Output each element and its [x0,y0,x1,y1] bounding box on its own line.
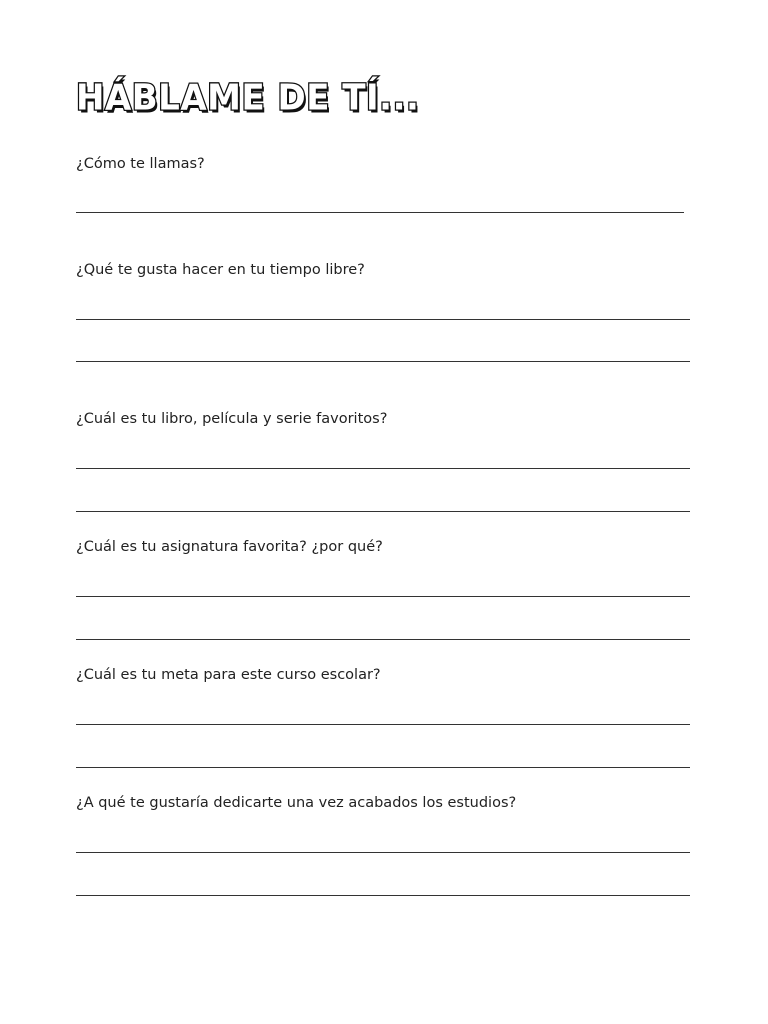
question-free-time: ¿Qué te gusta hacer en tu tiempo libre? [76,262,365,278]
answer-line-subject-1[interactable] [76,596,690,597]
answer-line-name-1[interactable] [76,212,684,213]
answer-line-career-1[interactable] [76,852,690,853]
answer-line-goal-1[interactable] [76,724,690,725]
answer-line-free-time-1[interactable] [76,319,690,320]
answer-line-favorites-1[interactable] [76,468,690,469]
answer-line-favorites-2[interactable] [76,511,690,512]
question-name: ¿Cómo te llamas? [76,156,205,172]
answer-line-goal-2[interactable] [76,767,690,768]
worksheet-title: HÁBLAME DE TÍ... [76,76,420,119]
question-school-goal: ¿Cuál es tu meta para este curso escolar? [76,667,381,683]
answer-line-free-time-2[interactable] [76,361,690,362]
question-favorites: ¿Cuál es tu libro, película y serie favoritos? [76,411,388,427]
question-future-career: ¿A qué te gustaría dedicarte una vez acabados los estudios? [76,795,517,811]
answer-line-career-2[interactable] [76,895,690,896]
answer-line-subject-2[interactable] [76,639,690,640]
question-favorite-subject: ¿Cuál es tu asignatura favorita? ¿por qué? [76,539,383,555]
